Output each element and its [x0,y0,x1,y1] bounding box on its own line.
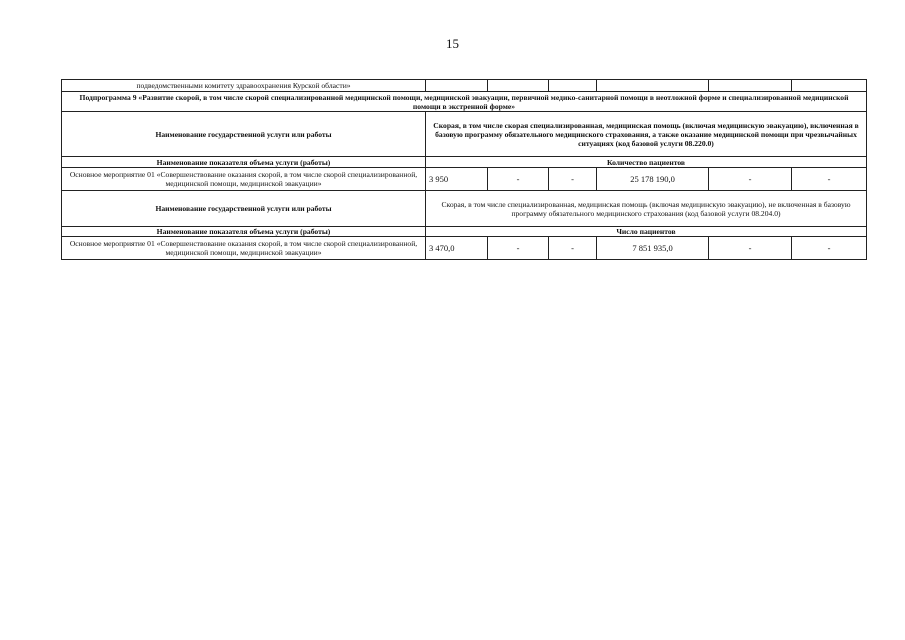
value-cell: - [792,168,867,191]
table-row [62,92,867,112]
activity-label: Основное мероприятие 01 «Совершенствование оказания скорой, в том числе скорой специализированной, медицинской помощи, медицинской эвакуации» [62,168,426,191]
empty-cell [426,80,488,92]
empty-cell [549,80,597,92]
table-row [62,227,867,237]
value-cell: 25 178 190,0 [597,168,709,191]
top-row-label: подведомственными комитету здравоохранения Курской области» [62,80,426,92]
table-row [62,157,867,168]
service-value: Скорая, в том числе специализированная, медицинская помощь (включая медицинскую эвакуацию), не включенная в базовую программу обязательного медицинского страхования (код базовой услуги 08.204.0) [426,191,867,227]
empty-cell [709,80,792,92]
subprogram-title: Подпрограмма 9 «Развитие скорой, в том числе скорой специализированной медицинской помощи, медицинской эвакуации, первичной медико-санитарной помощи в неотложной форме и специализированной медицинской помощи в экстренной форме» [62,92,867,112]
value-cell: - [709,168,792,191]
value-cell: 3 470,0 [426,237,488,260]
service-label: Наименование государственной услуги или работы [62,191,426,227]
table-row [62,112,867,157]
table-row [62,168,867,191]
value-cell: - [792,237,867,260]
service-value: Скорая, в том числе скорая специализированная, медицинская помощь (включая медицинскую эвакуацию), включенная в базовую программу обязательного медицинского страхования, а также оказание медицинской помощи при чрезвычайных ситуациях (код базовой услуги 08.220.0) [426,112,867,157]
page-number: 15 [446,36,459,51]
indicator-label: Наименование показателя объема услуги (работы) [62,227,426,237]
value-cell: 7 851 935,0 [597,237,709,260]
empty-cell [792,80,867,92]
value-cell: - [488,168,549,191]
value-cell: - [549,237,597,260]
table-row [62,191,867,227]
budget-table [61,79,867,260]
value-cell: - [488,237,549,260]
service-label: Наименование государственной услуги или работы [62,112,426,157]
value-cell: - [549,168,597,191]
empty-cell [488,80,549,92]
activity-label: Основное мероприятие 01 «Совершенствование оказания скорой, в том числе скорой специализированной, медицинской помощи, медицинской эвакуации» [62,237,426,260]
table-row [62,80,867,92]
value-cell: - [709,237,792,260]
indicator-value: Число пациентов [426,227,867,237]
empty-cell [597,80,709,92]
table-row [62,237,867,260]
indicator-value: Количество пациентов [426,157,867,168]
indicator-label: Наименование показателя объема услуги (работы) [62,157,426,168]
value-cell: 3 950 [426,168,488,191]
